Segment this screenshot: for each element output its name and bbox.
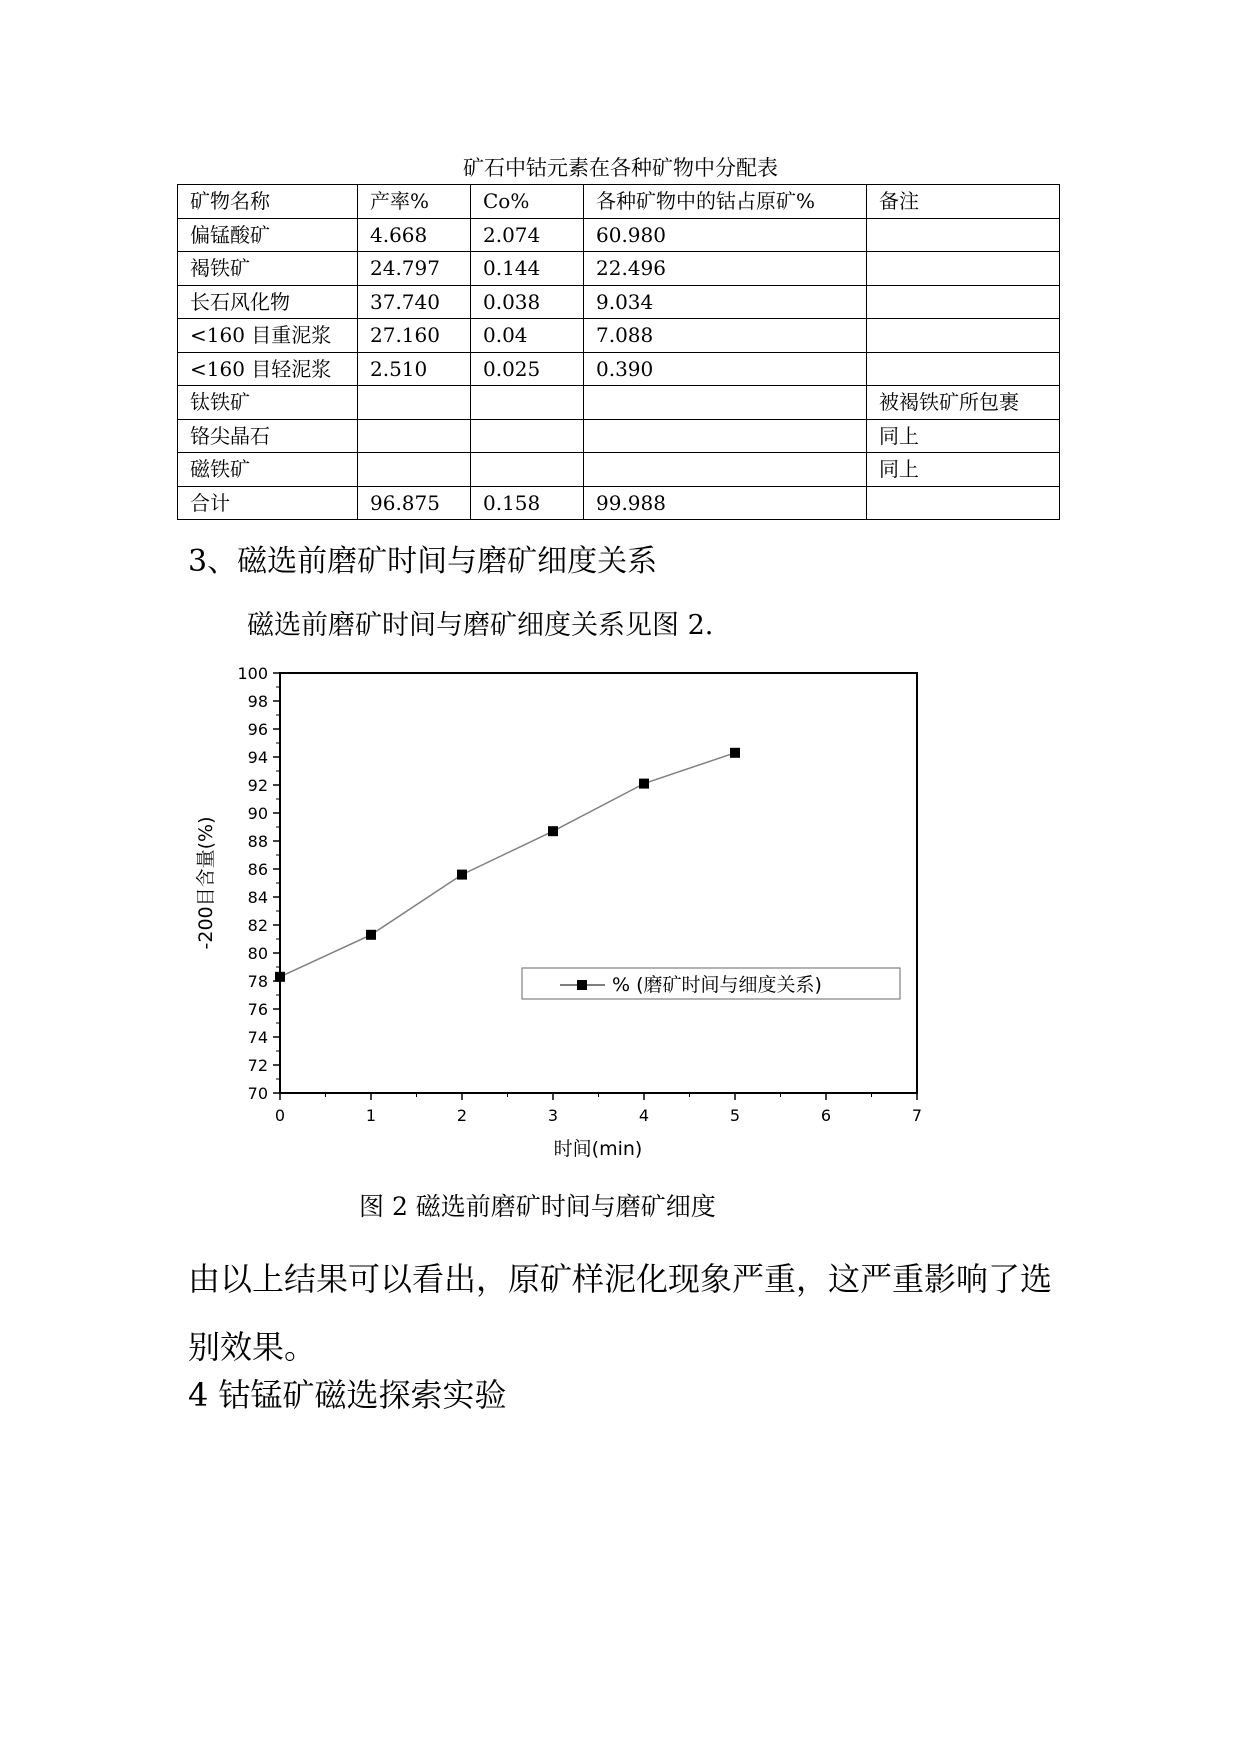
y-tick-label: 84 (247, 888, 268, 907)
table-cell: 0.390 (584, 352, 867, 386)
y-tick-label: 80 (247, 944, 268, 963)
y-tick-label: 82 (247, 916, 268, 935)
table-cell (358, 386, 471, 420)
data-point (639, 779, 649, 789)
y-tick-label: 94 (247, 748, 268, 767)
y-tick-label: 98 (247, 692, 268, 711)
data-point (366, 930, 376, 940)
table-cell: 37.740 (358, 285, 471, 319)
table-cell (584, 419, 867, 453)
table-cell: 偏锰酸矿 (178, 218, 358, 252)
section-3-heading: 3、磁选前磨矿时间与磨矿细度关系 (188, 544, 658, 579)
table-cell (867, 285, 1060, 319)
y-axis-label: -200目含量(%) (195, 816, 217, 950)
table-cell: 合计 (178, 486, 358, 520)
data-point (730, 748, 740, 758)
y-tick-label: 96 (247, 720, 268, 739)
table-cell: 22.496 (584, 252, 867, 286)
table-cell: 褐铁矿 (178, 252, 358, 286)
table-cell (867, 252, 1060, 286)
plot-frame (280, 673, 917, 1093)
legend-label: % (磨矿时间与细度关系) (612, 974, 822, 996)
table-row (178, 352, 1060, 386)
table-cell: 2.074 (471, 218, 584, 252)
table-row (178, 453, 1060, 487)
table-cell (358, 453, 471, 487)
y-axis (237, 664, 280, 1103)
table-cell: 0.038 (471, 285, 584, 319)
table-cell: 60.980 (584, 218, 867, 252)
x-tick-label: 4 (638, 1106, 650, 1125)
conclusion-paragraph: 由以上结果可以看出，原矿样泥化现象严重，这严重影响了选别效果。 (188, 1260, 1053, 1366)
table-cell: 磁铁矿 (178, 453, 358, 487)
table-cell: 96.875 (358, 486, 471, 520)
x-tick-label: 0 (274, 1106, 286, 1125)
y-tick-label: 76 (247, 1000, 268, 1019)
table-cell (584, 453, 867, 487)
figure-caption: 图 2 磁选前磨矿时间与磨矿细度 (359, 1192, 716, 1221)
table-cell (867, 486, 1060, 520)
section-3-paragraph: 磁选前磨矿时间与磨矿细度关系见图 2. (247, 610, 714, 641)
table-cell: 27.160 (358, 319, 471, 353)
table-row (178, 419, 1060, 453)
table-header-cell: 产率% (358, 185, 471, 219)
table-row (178, 218, 1060, 252)
table-row (178, 386, 1060, 420)
x-tick-label: 2 (456, 1106, 468, 1125)
table-cell (471, 419, 584, 453)
data-point (457, 870, 467, 880)
x-axis (275, 1093, 922, 1125)
y-tick-label: 100 (237, 664, 268, 683)
y-tick-label: 90 (247, 804, 268, 823)
data-point (548, 826, 558, 836)
y-tick-label: 78 (247, 972, 268, 991)
table-cell: 9.034 (584, 285, 867, 319)
table-header-cell: Co% (471, 185, 584, 219)
table-cell (584, 386, 867, 420)
table-cell: 长石风化物 (178, 285, 358, 319)
x-tick-label: 3 (547, 1106, 559, 1125)
series-line (280, 753, 735, 977)
table-cell: 0.158 (471, 486, 584, 520)
table-cell (471, 386, 584, 420)
table-cell: <160 目重泥浆 (178, 319, 358, 353)
grinding-time-fineness-chart (190, 655, 950, 1175)
table-cell: 铬尖晶石 (178, 419, 358, 453)
table-caption: 矿石中钴元素在各种矿物中分配表 (463, 156, 778, 180)
table-header-cell: 矿物名称 (178, 185, 358, 219)
table-header-row (178, 185, 1060, 219)
y-tick-label: 88 (247, 832, 268, 851)
table-cell: 24.797 (358, 252, 471, 286)
table-header-cell: 备注 (867, 185, 1060, 219)
table-cell: 同上 (867, 419, 1060, 453)
table-row (178, 319, 1060, 353)
x-tick-label: 6 (820, 1106, 832, 1125)
table-cell (358, 419, 471, 453)
y-tick-label: 70 (247, 1084, 268, 1103)
table-cell: 同上 (867, 453, 1060, 487)
table-header-cell: 各种矿物中的钴占原矿% (584, 185, 867, 219)
y-tick-label: 72 (247, 1056, 268, 1075)
cobalt-distribution-table (177, 184, 1060, 520)
table-cell: 0.025 (471, 352, 584, 386)
table-cell (471, 453, 584, 487)
table-cell: 7.088 (584, 319, 867, 353)
table-cell: 被褐铁矿所包裹 (867, 386, 1060, 420)
table-row (178, 252, 1060, 286)
table-cell: 99.988 (584, 486, 867, 520)
table-cell (867, 319, 1060, 353)
data-point (275, 972, 285, 982)
x-tick-label: 1 (365, 1106, 377, 1125)
table-cell: 钛铁矿 (178, 386, 358, 420)
table-cell: 4.668 (358, 218, 471, 252)
table-cell: <160 目轻泥浆 (178, 352, 358, 386)
x-tick-label: 5 (729, 1106, 741, 1125)
section-4-heading: 4 钴锰矿磁选探索实验 (188, 1376, 507, 1414)
table-cell: 0.144 (471, 252, 584, 286)
table-cell: 0.04 (471, 319, 584, 353)
y-tick-label: 86 (247, 860, 268, 879)
table-row (178, 285, 1060, 319)
y-tick-label: 92 (247, 776, 268, 795)
y-tick-label: 74 (247, 1028, 268, 1047)
x-tick-label: 7 (911, 1106, 923, 1125)
table-cell (867, 218, 1060, 252)
table-row (178, 486, 1060, 520)
x-axis-label: 时间(min) (553, 1138, 643, 1160)
table-cell (867, 352, 1060, 386)
table-cell: 2.510 (358, 352, 471, 386)
legend (522, 968, 900, 999)
legend-marker-swatch (577, 980, 587, 990)
